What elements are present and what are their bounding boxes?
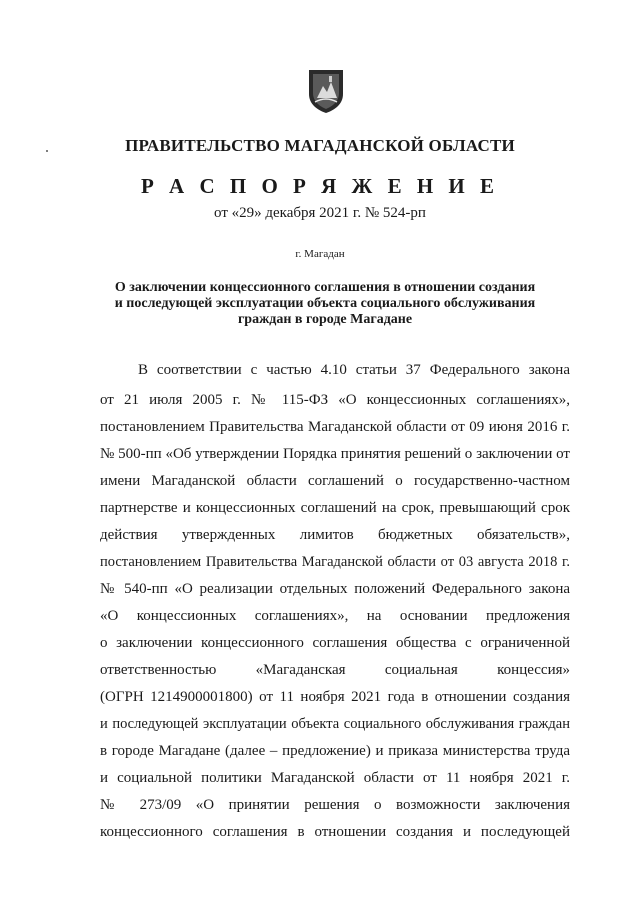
- body-line: имени Магаданской области соглашений о государственно-частном: [100, 473, 570, 489]
- body-line: постановлением Правительства Магаданской области от 09 июня 2016 г.: [100, 419, 570, 435]
- body-line: от 21 июля 2005 г. № 115-ФЗ «О концессионных соглашениях»,: [100, 392, 570, 408]
- body-line: в городе Магадане (далее – предложение) и приказа министерства труда: [100, 743, 570, 759]
- document-type-heading: Р А С П О Р Я Ж Е Н И Е: [140, 174, 500, 198]
- title-line: и последующей эксплуатации объекта социального обслуживания: [114, 296, 536, 311]
- body-line: «О концессионных соглашениях», на основании предложения: [100, 608, 570, 624]
- body-line: ответственностью «Магаданская социальная концессия»: [100, 662, 570, 678]
- body-line: концессионного соглашения в отношении создания и последующей: [100, 824, 570, 840]
- body-line: В соответствии с частью 4.10 статьи 37 Федерального закона: [138, 362, 570, 378]
- document-title: [80, 280, 570, 328]
- body-line: действия утвержденных лимитов бюджетных обязательств»,: [100, 527, 570, 543]
- title-line: граждан в городе Магадане: [237, 312, 413, 327]
- body-line: № 273/09 «О принятии решения о возможности заключения: [100, 797, 570, 813]
- body-line: о заключении концессионного соглашения общества с ограниченной: [100, 635, 570, 651]
- body-line: постановлением Правительства Магаданской области от 03 августа 2018 г.: [100, 554, 570, 570]
- body-line: и социальной политики Магаданской области от 11 ноября 2021 г.: [100, 770, 570, 786]
- title-line: О заключении концессионного соглашения в отношении создания: [114, 280, 536, 295]
- body-line: (ОГРН 1214900001800) от 11 ноября 2021 года в отношении создания: [100, 689, 570, 705]
- body-line: № 500-пп «Об утверждении Порядка принятия решений о заключении от: [100, 446, 570, 462]
- body-line: партнерстве и концессионных соглашений на срок, превышающий срок: [100, 500, 570, 516]
- document-city: г. Магадан: [295, 248, 345, 260]
- body-line: № 540-пп «О реализации отдельных положений Федерального закона: [100, 581, 570, 597]
- document-date-number: от «29» декабря 2021 г. № 524-рп: [214, 205, 426, 221]
- government-name: ПРАВИТЕЛЬСТВО МАГАДАНСКОЙ ОБЛАСТИ: [125, 136, 515, 155]
- body-line: и последующей эксплуатации объекта социального обслуживания граждан: [100, 716, 570, 732]
- coat-of-arms-icon: [305, 68, 347, 114]
